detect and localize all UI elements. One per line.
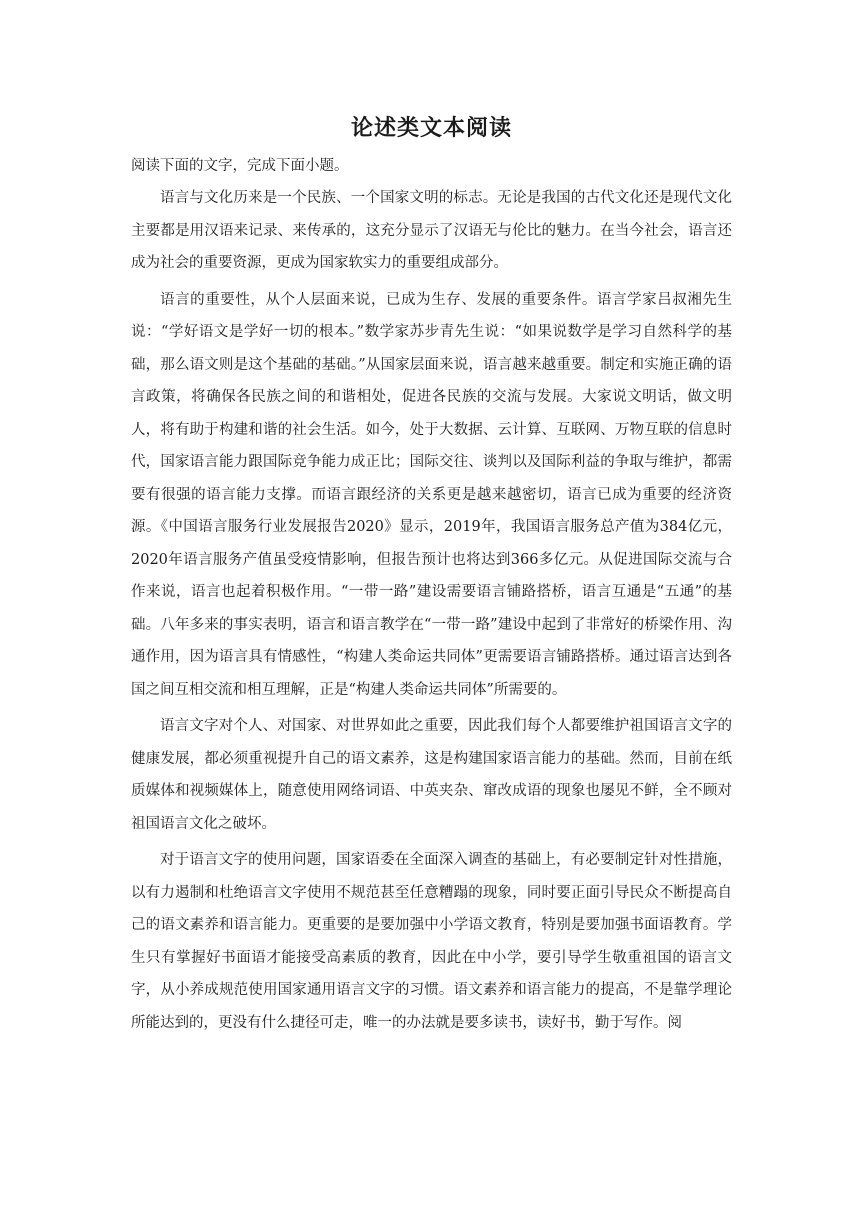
paragraph-3: 语言文字对个人、对国家、对世界如此之重要，因此我们每个人都要维护祖国语言文字的健康发展，都必须重视提升自己的语文素养，这是构建国家语言能力的基础。然而，目前在纸质媒体和视频媒体上，随意使用网络词语、中英夹杂、窜改成语的现象也屡见不鲜，全不顾对祖国语言文化之破坏。 [131,718,732,832]
document-title: 论述类文本阅读 [350,115,512,141]
paragraph-4: 对于语言文字的使用问题，国家语委在全面深入调查的基础上，有必要制定针对性措施，以有力遏制和杜绝语言文字使用不规范甚至任意糟蹋的现象，同时要正面引导民众不断提高自己的语文素养和语言能力。更重要的是要加强中小学语文教育，特别是要加强书面语教育。学生只有掌握好书面语才能接受高素质的教育，因此在中小学，要引导学生敬重祖国的语言文字，从小养成规范使用国家通用语言文字的习惯。语文素养和语言能力的提高，不是靠学理论所能达到的，更没有什么捷径可走，唯一的办法就是要多读书，读好书，勤于写作。阅 [131,852,732,1031]
paragraph-1: 语言与文化历来是一个民族、一个国家文明的标志。无论是我国的古代文化还是现代文化主要都是用汉语来记录、来传承的，这充分显示了汉语无与伦比的魅力。在当今社会，语言还成为社会的重要资源，更成为国家软实力的重要组成部分。 [131,190,732,271]
paragraph-2: 语言的重要性，从个人层面来说，已成为生存、发展的重要条件。语言学家吕叔湘先生说：“学好语文是学好一切的根本。”数学家苏步青先生说：“如果说数学是学习自然科学的基础，那么语文则是这个基础的基础。”从国家层面来说，语言越来越重要。制定和实施正确的语言政策，将确保各民族之间的和谐相处，促进各民族的交流与发展。大家说文明话，做文明人，将有助于构建和谐的社会生活。如今，处于大数据、云计算、互联网、万物互联的信息时代，国家语言能力跟国际竞争能力成正比；国际交往、谈判以及国际利益的争取与维护，都需要有很强的语言能力支撑。而语言跟经济的关系更是越来越密切，语言已成为重要的经济资源。《中国语言服务行业发展报告2020》显示，2019年，我国语言服务总产值为384亿元，2020年语言服务产值虽受疫情影响，但报告预计也将达到366多亿元。从促进国际交流与合作来说，语言也起着积极作用。“一带一路”建设需要语言铺路搭桥，语言互通是“五通”的基础。八年多来的事实表明，语言和语言教学在“一带一路”建设中起到了非常好的桥梁作用、沟通作用，因为语言具有情感性，“构建人类命运共同体”更需要语言铺路搭桥。通过语言达到各国之间互相交流和相互理解，正是“构建人类命运共同体”所需要的。 [131,291,732,698]
document-content [131,108,732,1043]
reading-instruction: 阅读下面的文字，完成下面小题。 [131,158,349,174]
